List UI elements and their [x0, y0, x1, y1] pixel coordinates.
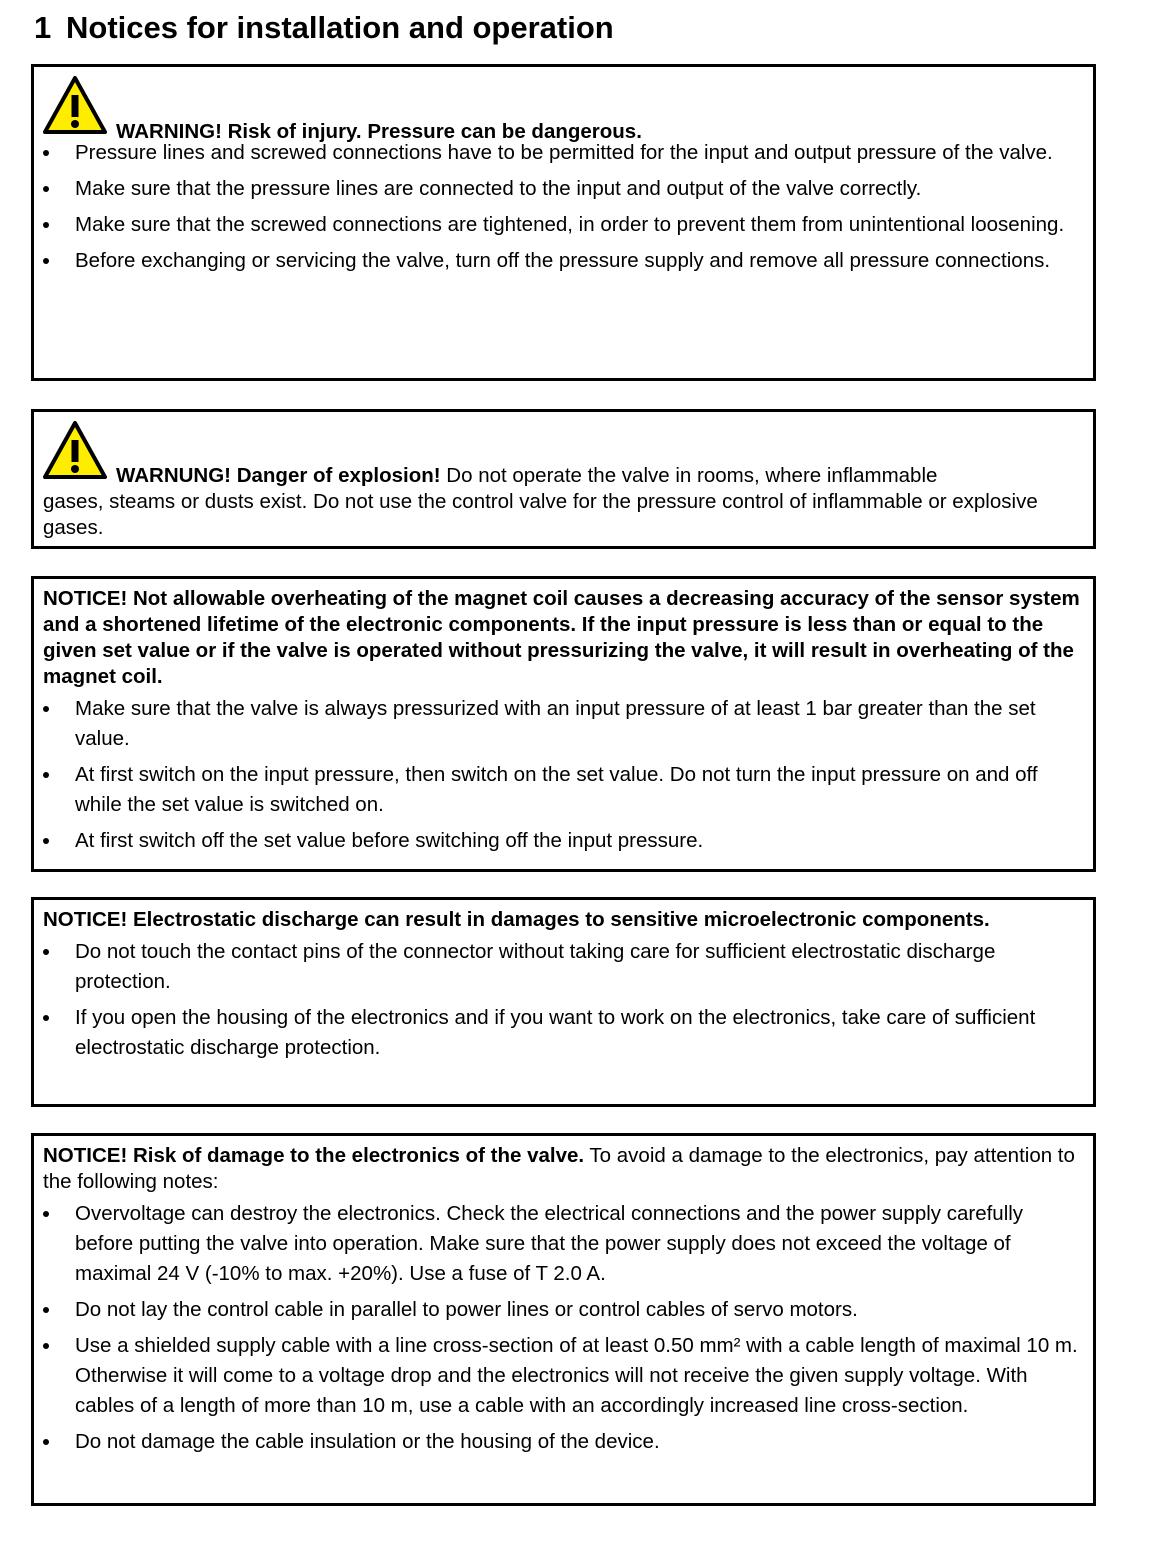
warning-title: WARNING! Risk of injury. Pressure can be dangerous.	[116, 120, 642, 143]
notice-title: NOTICE! Not allowable overheating of the magnet coil causes a decreasing accuracy of the sensor system and a shortened lifetime of the electronic components. If the input pressure is less than or equal to the given set value or if the valve is operated without pressurizing the valve, it will result in overheating of the magnet coil.	[43, 587, 1080, 688]
notice-list	[43, 694, 1084, 856]
section-title: Notices for installation and operation	[66, 10, 614, 45]
list-item: Do not touch the contact pins of the connector without taking care for sufficient electrostatic discharge protection.	[43, 937, 1084, 997]
warning-triangle-icon	[43, 75, 107, 135]
notice-list	[43, 937, 1084, 1063]
notice-list	[43, 1199, 1084, 1457]
notice-title: NOTICE! Risk of damage to the electronics of the valve.	[43, 1144, 585, 1167]
list-item: Make sure that the valve is always pressurized with an input pressure of at least 1 bar greater than the set value.	[43, 694, 1084, 754]
list-item: Overvoltage can destroy the electronics. Check the electrical connections and the power supply carefully before putting the valve into operation. Make sure that the power supply does not exceed the voltage of maximal 24 V (-10% to max. +20%). Use a fuse of T 2.0 A.	[43, 1199, 1084, 1289]
list-item: Make sure that the pressure lines are connected to the input and output of the valve correctly.	[43, 174, 1084, 204]
warning-box-pressure	[31, 64, 1096, 381]
notice-intro-text: To avoid a damage to the electronics, pay attention to the following notes:	[43, 1144, 1075, 1193]
list-item: Do not lay the control cable in parallel to power lines or control cables of servo motors.	[43, 1295, 1084, 1325]
notice-title: NOTICE! Electrostatic discharge can result in damages to sensitive microelectronic components.	[43, 908, 990, 931]
section-heading	[34, 8, 614, 48]
list-item: Use a shielded supply cable with a line cross-section of at least 0.50 mm² with a cable length of maximal 10 m. Otherwise it will come to a voltage drop and the electronics will not receive the given supply voltage. With cables of a length of more than 10 m, use a cable with an accordingly increased line cross-section.	[43, 1331, 1084, 1421]
list-item: At first switch on the input pressure, then switch on the set value. Do not turn the input pressure on and off while the set value is switched on.	[43, 760, 1084, 820]
list-item: Do not damage the cable insulation or the housing of the device.	[43, 1427, 1084, 1457]
warning-title: WARNUNG! Danger of explosion!	[116, 464, 441, 487]
section-number: 1	[34, 10, 52, 45]
notice-box-overheating	[31, 576, 1096, 872]
warning-body	[43, 463, 1084, 541]
warning-header	[43, 74, 1084, 143]
notice-intro	[43, 1143, 1084, 1195]
list-item: At first switch off the set value before switching off the input pressure.	[43, 826, 1084, 856]
warning-text-continued: gases, steams or dusts exist. Do not use the control valve for the pressure control of inflammable or explosive gases.	[43, 490, 1038, 539]
warning-text: Do not operate the valve in rooms, where inflammable	[440, 464, 938, 487]
list-item: Before exchanging or servicing the valve, turn off the pressure supply and remove all pressure connections.	[43, 246, 1084, 276]
warning-box-explosion	[31, 409, 1096, 549]
list-item: Pressure lines and screwed connections have to be permitted for the input and output pressure of the valve.	[43, 138, 1084, 168]
list-item: If you open the housing of the electronics and if you want to work on the electronics, take care of sufficient electrostatic discharge protection.	[43, 1003, 1084, 1063]
notice-box-electronics	[31, 1133, 1096, 1506]
warning-list	[43, 138, 1084, 276]
list-item: Make sure that the screwed connections are tightened, in order to prevent them from unintentional loosening.	[43, 210, 1084, 240]
notice-box-electrostatic	[31, 897, 1096, 1107]
